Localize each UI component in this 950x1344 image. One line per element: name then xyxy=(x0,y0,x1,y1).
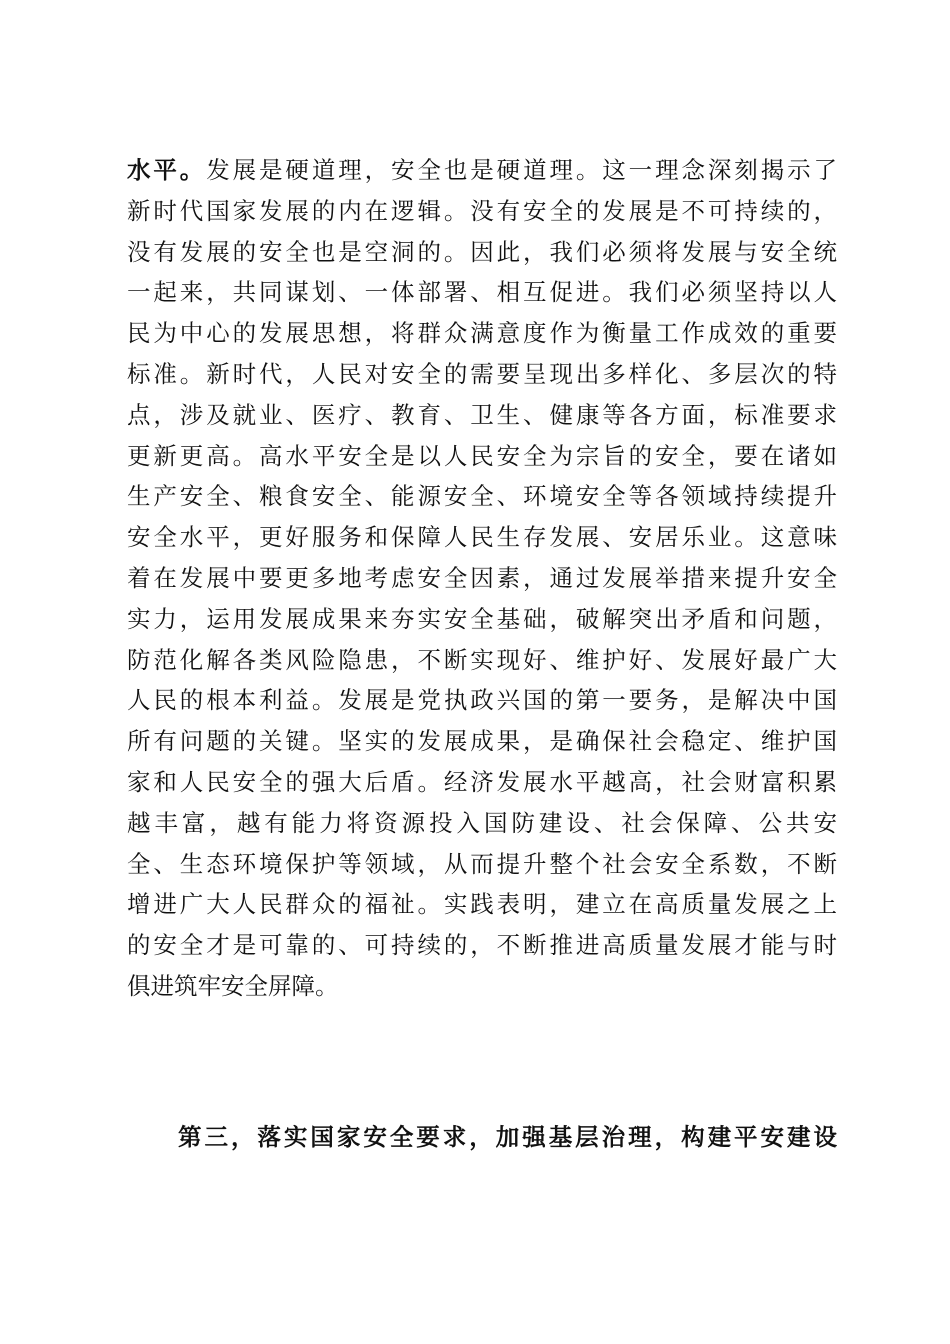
paragraph-line xyxy=(127,150,837,191)
paragraph-line: 俱进筑牢安全屏障。 xyxy=(127,971,339,1000)
paragraph-line: 所有问题的关键。坚实的发展成果，是确保社会稳定、维护国 xyxy=(127,727,837,756)
paragraph-line: 防范化解各类风险隐患，不断实现好、维护好、发展好最广大 xyxy=(127,645,837,674)
paragraph-line: 增进广大人民群众的福祉。实践表明，建立在高质量发展之上 xyxy=(127,890,837,919)
paragraph-line: 的安全才是可靠的、可持续的，不断推进高质量发展才能与时 xyxy=(127,931,837,960)
paragraph-line: 人民的根本利益。发展是党执政兴国的第一要务，是解决中国 xyxy=(127,686,837,715)
paragraph-line: 安全水平，更好服务和保障人民生存发展、安居乐业。这意味 xyxy=(127,523,837,552)
line-text: 发展是硬道理，安全也是硬道理。这一理念深刻揭示了 xyxy=(206,156,838,184)
paragraph-line: 标准。新时代，人民对安全的需要呈现出多样化、多层次的特 xyxy=(127,359,837,388)
paragraph-line: 民为中心的发展思想，将群众满意度作为衡量工作成效的重要 xyxy=(127,319,837,348)
paragraph-line: 全、生态环境保护等领域，从而提升整个社会安全系数，不断 xyxy=(127,849,837,878)
bold-lead-text: 水平。 xyxy=(127,156,207,184)
body-paragraph xyxy=(127,150,837,1007)
paragraph-line: 没有发展的安全也是空洞的。因此，我们必须将发展与安全统 xyxy=(127,237,837,266)
paragraph-line: 生产安全、粮食安全、能源安全、环境安全等各领域持续提升 xyxy=(127,482,837,511)
paragraph-line: 实力，运用发展成果来夯实安全基础，破解突出矛盾和问题， xyxy=(127,604,837,633)
paragraph-line: 点，涉及就业、医疗、教育、卫生、健康等各方面，标准要求 xyxy=(127,400,837,429)
section-heading: 第三，落实国家安全要求，加强基层治理，构建平安建设 xyxy=(178,1123,837,1151)
paragraph-line: 更新更高。高水平安全是以人民安全为宗旨的安全，要在诸如 xyxy=(127,441,837,470)
paragraph-line: 一起来，共同谋划、一体部署、相互促进。我们必须坚持以人 xyxy=(127,278,837,307)
paragraph-line: 新时代国家发展的内在逻辑。没有安全的发展是不可持续的， xyxy=(127,196,837,225)
paragraph-line: 家和人民安全的强大后盾。经济发展水平越高，社会财富积累 xyxy=(127,767,837,796)
paragraph-line: 越丰富，越有能力将资源投入国防建设、社会保障、公共安 xyxy=(127,808,837,837)
paragraph-line: 着在发展中要更多地考虑安全因素，通过发展举措来提升安全 xyxy=(127,563,837,592)
